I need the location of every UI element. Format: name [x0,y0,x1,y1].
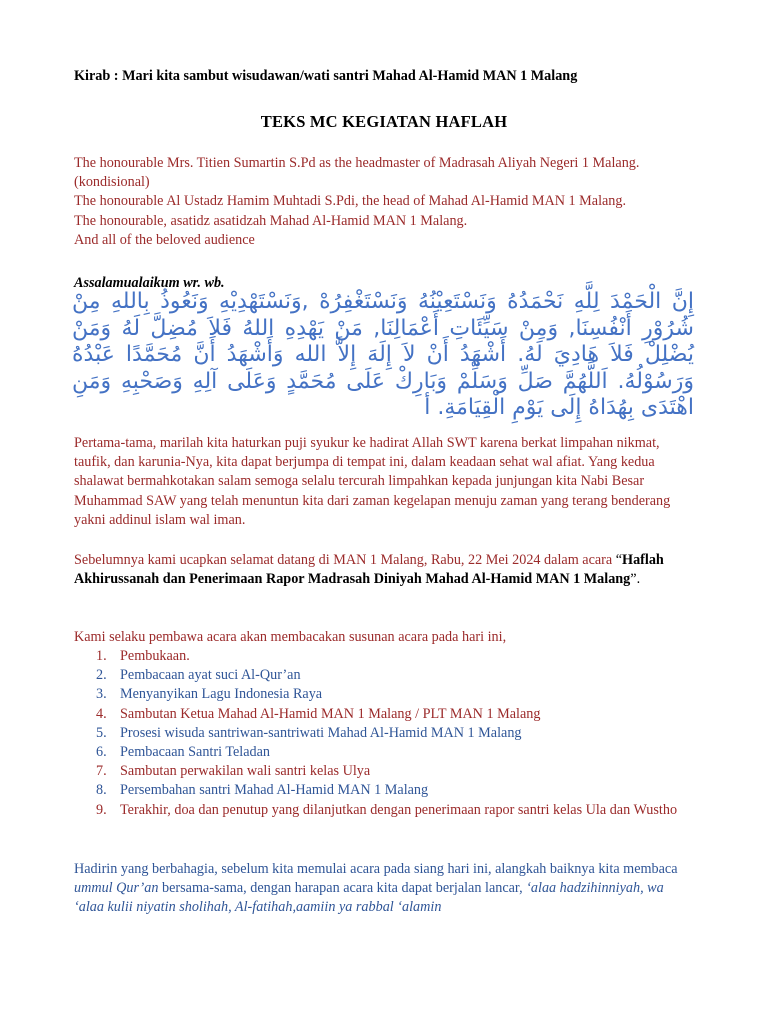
honourable-headmaster: The honourable Mrs. Titien Sumartin S.Pd as the headmaster of Madrasah Aliyah Negeri 1 Malang. (kondisional) [74,155,640,191]
agenda-number: 1. [96,648,107,664]
welcome-intro: Sebelumnya kami ucapkan selamat datang di MAN 1 Malang, Rabu, 22 Mei 2024 dalam acara [74,552,616,568]
agenda-text: Menyanyikan Lagu Indonesia Raya [120,686,323,703]
agenda-item [74,724,694,743]
kirab-heading: Kirab : Mari kita sambut wisudawan/wati santri Mahad Al-Hamid MAN 1 Malang [74,68,578,84]
honourable-head-mahad: The honourable Al Ustadz Hamim Muhtadi S.Pdi, the head of Mahad Al-Hamid MAN 1 Malang. [74,193,627,210]
agenda-text: Pembacaan ayat suci Al-Qur’an [120,667,301,684]
closing-italic-2: ‘alaa hadzihinniyah, wa ‘alaa kulii niyatin sholihah, Al-fatihah,aamiin ya rabbal ‘alamin [74,880,664,916]
agenda-text: Prosesi wisuda santriwan-santriwati Mahad Al-Hamid MAN 1 Malang [120,724,522,741]
closing-italic-1: ummul Qur’an [74,880,159,897]
honourable-audience: And all of the beloved audience [74,231,255,248]
agenda-list [74,647,694,820]
agenda-item [74,781,694,800]
closing-part-2: bersama-sama, dengan harapan acara kita dapat berjalan lancar, [158,880,527,897]
welcome-paragraph [74,551,694,589]
event-name: Haflah Akhirussanah dan Penerimaan Rapor Madrasah Diniyah Mahad Al-Hamid MAN 1 Malang [74,552,664,588]
agenda-text: Pembukaan. [120,648,190,664]
agenda-item [74,743,694,762]
arabic-opening-prayer: إِنَّ الْحَمْدَ لِلَّهِ نَحْمَدُهُ وَنَسْتَعِيْنُهُ وَنَسْتَغْفِرُهْ ,وَنَسْتَهْدِيْهِ وَنَعُوذُ بِاللهِ مِنْ شُرُوْرِ أَنْفُسِنَا, وَمِنْ سَيِّئَاتِ أَعْمَالِنَا, مَنْ يَهْدِهِ اللهُ فَلاَ مُضِلَّ لَهُ وَمَنْ يُضْلِلْ فَلاَ هَادِيَ لَهُ. أَشْهَدُ أَنْ لاَ إِلَهَ إِلاَّ الله وَأَشْهَدُ أَنَّ مُحَمَّدًا عَبْدُهُ وَرَسُوْلُهُ. اَللَّهُمَّ صَلِّ وَسَلِّمْ وَبَارِكْ عَلَى مُحَمَّدٍ وَعَلَى آلِهِ وَصَحْبِهِ وَمَنِ اهْتَدَى بِهُدَاهُ إِلَى يَوْمِ الْقِيَامَةِ. أ [72,289,694,420]
agenda-intro: Kami selaku pembawa acara akan membacakan susunan acara pada hari ini, [74,629,507,645]
agenda-number: 8. [96,782,107,799]
agenda-number: 9. [96,801,107,818]
honourable-asatidz: The honourable, asatidz asatidzah Mahad Al-Hamid MAN 1 Malang. [74,212,468,229]
agenda-item [74,801,694,820]
agenda-number: 5. [96,724,107,741]
agenda-number: 4. [96,705,107,722]
agenda-number: 6. [96,744,107,761]
agenda-number: 7. [96,763,107,780]
agenda-text: Terakhir, doa dan penutup yang dilanjutkan dengan penerimaan rapor santri kelas Ula dan Wustho [120,801,678,818]
agenda-item [74,685,694,704]
agenda-item [74,762,694,781]
quote-close: ”. [630,571,641,588]
agenda-text: Pembacaan Santri Teladan [120,744,271,761]
agenda-text: Sambutan perwakilan wali santri kelas Ulya [120,763,371,780]
honourables-block [74,154,694,250]
agenda-item [74,647,694,666]
agenda-item [74,705,694,724]
agenda-number: 2. [96,667,107,684]
agenda-text: Persembahan santri Mahad Al-Hamid MAN 1 Malang [120,782,429,799]
opening-paragraph: Pertama-tama, marilah kita haturkan puji syukur ke hadirat Allah SWT karena berkat limpahan nikmat, taufik, dan karunia-Nya, kita dapat berjumpa di tempat ini, dalam keadaan sehat wal afiat. Yang kedua shalawat bermahkotakan salam semoga selalu tercurah limpahkan kepada junjungan kita Nabi Besar Muhammad SAW yang telah menuntun kita dari zaman kegelapan menuju zaman yang terang benderang yakni addinul islam wal iman. [74,435,671,528]
agenda-number: 3. [96,686,107,703]
closing-part-1: Hadirin yang berbahagia, sebelum kita memulai acara pada siang hari ini, alangkah baiknya kita membaca [74,861,678,877]
quote-open: “ [615,552,623,568]
agenda-item [74,666,694,685]
closing-paragraph [74,860,694,918]
document-title: TEKS MC KEGIATAN HAFLAH [260,112,508,131]
greeting: Assalamualaikum wr. wb. [74,275,225,291]
agenda-text: Sambutan Ketua Mahad Al-Hamid MAN 1 Malang / PLT MAN 1 Malang [120,705,541,722]
